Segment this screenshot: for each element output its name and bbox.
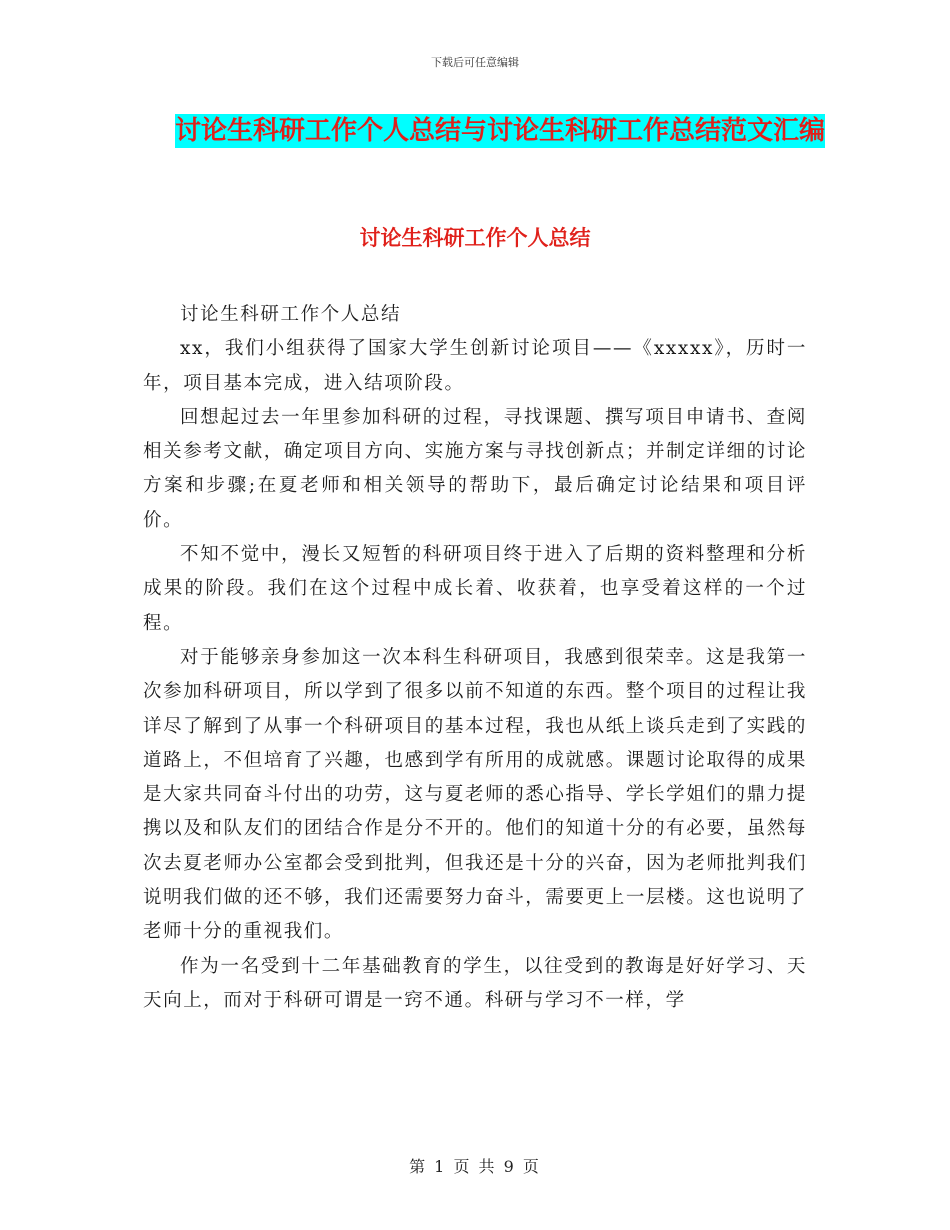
- body-paragraph: 对于能够亲身参加这一次本科生科研项目，我感到很荣幸。这是我第一次参加科研项目，所以学到了很多以前不知道的东西。整个项目的过程让我详尽了解到了从事一个科研项目的基本过程，我也从纸上谈兵走到了实践的道路上，不但培育了兴趣，也感到学有所用的成就感。课题讨论取得的成果是大家共同奋斗付出的功劳，这与夏老师的悉心指导、学长学姐们的鼎力提携以及和队友们的团结合作是分不开的。他们的知道十分的有必要，虽然每次去夏老师办公室都会受到批判，但我还是十分的兴奋，因为老师批判我们说明我们做的还不够，我们还需要努力奋斗，需要更上一层楼。这也说明了老师十分的重视我们。: [143, 646, 807, 943]
- page-header-note: 下载后可任意编辑: [431, 56, 519, 69]
- document-body: [143, 298, 807, 1018]
- document-title-text: 讨论生科研工作个人总结与讨论生科研工作总结范文汇编: [174, 116, 825, 146]
- body-paragraph: xx，我们小组获得了国家大学生创新讨论项目——《xxxxx》，历时一年，项目基本完成，进入结项阶段。: [143, 338, 807, 394]
- page-footer: 第 1 页 共 9 页: [409, 1157, 541, 1176]
- body-paragraph: 回想起过去一年里参加科研的过程，寻找课题、撰写项目申请书、查阅相关参考文献，确定项目方向、实施方案与寻找创新点；并制定详细的讨论方案和步骤;在夏老师和相关领导的帮助下，最后确定讨论结果和项目评价。: [143, 406, 807, 531]
- body-paragraph: 作为一名受到十二年基础教育的学生，以往受到的教诲是好好学习、天天向上，而对于科研可谓是一窍不通。科研与学习不一样，学: [143, 955, 807, 1011]
- document-title: [150, 110, 850, 152]
- body-paragraph: 不知不觉中，漫长又短暂的科研项目终于进入了后期的资料整理和分析成果的阶段。我们在这个过程中成长着、收获着，也享受着这样的一个过程。: [143, 544, 807, 634]
- section-title: 讨论生科研工作个人总结: [359, 226, 591, 250]
- body-paragraph: 讨论生科研工作个人总结: [180, 304, 402, 325]
